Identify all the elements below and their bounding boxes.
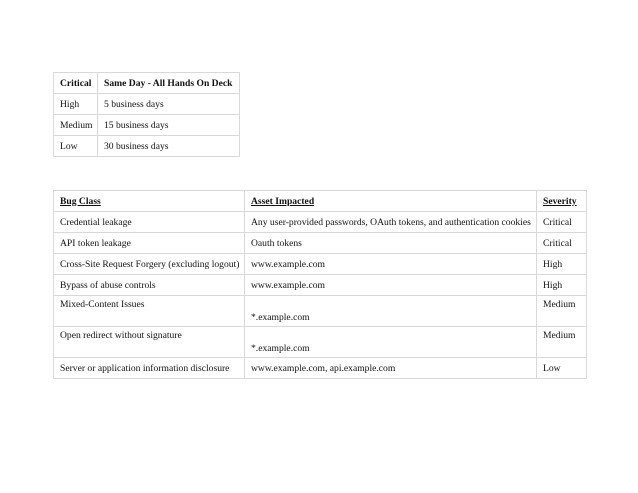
bug-class-cell: Open redirect without signature: [54, 327, 245, 358]
table-row: [54, 296, 587, 327]
bug-class-header: Bug Class: [54, 191, 245, 212]
table-row: [54, 327, 587, 358]
bug-class-cell: Credential leakage: [54, 212, 245, 233]
severity-cell: Medium: [537, 327, 587, 358]
sla-row: [54, 136, 240, 157]
asset-cell: *.example.com: [245, 296, 537, 327]
severity-cell: Critical: [537, 233, 587, 254]
severity-cell: Medium: [537, 296, 587, 327]
bug-class-cell: Server or application information disclosure: [54, 358, 245, 379]
table-row: [54, 254, 587, 275]
sla-response: 30 business days: [98, 136, 240, 157]
sla-response: 15 business days: [98, 115, 240, 136]
severity-cell: High: [537, 275, 587, 296]
asset-cell: www.example.com: [245, 254, 537, 275]
bug-class-cell: Mixed-Content Issues: [54, 296, 245, 327]
table-row: [54, 358, 587, 379]
sla-header-row: [54, 73, 240, 94]
asset-impacted-header: Asset Impacted: [245, 191, 537, 212]
table-row: [54, 212, 587, 233]
sla-row: [54, 115, 240, 136]
sla-response: 5 business days: [98, 94, 240, 115]
bug-header-row: [54, 191, 587, 212]
table-row: [54, 275, 587, 296]
severity-cell: High: [537, 254, 587, 275]
asset-cell: www.example.com, api.example.com: [245, 358, 537, 379]
sla-header-level: Critical: [54, 73, 98, 94]
bug-class-cell: Cross-Site Request Forgery (excluding logout): [54, 254, 245, 275]
table-row: [54, 233, 587, 254]
bug-class-cell: API token leakage: [54, 233, 245, 254]
severity-cell: Low: [537, 358, 587, 379]
sla-level: High: [54, 94, 98, 115]
severity-header: Severity: [537, 191, 587, 212]
asset-cell: www.example.com: [245, 275, 537, 296]
asset-cell: Any user-provided passwords, OAuth tokens, and authentication cookies: [245, 212, 537, 233]
asset-cell: *.example.com: [245, 327, 537, 358]
asset-cell: Oauth tokens: [245, 233, 537, 254]
severity-cell: Critical: [537, 212, 587, 233]
sla-row: [54, 94, 240, 115]
sla-level: Medium: [54, 115, 98, 136]
severity-sla-table: [53, 72, 240, 157]
bug-class-cell: Bypass of abuse controls: [54, 275, 245, 296]
sla-header-response: Same Day - All Hands On Deck: [98, 73, 240, 94]
bug-class-table: [53, 190, 587, 379]
sla-level: Low: [54, 136, 98, 157]
